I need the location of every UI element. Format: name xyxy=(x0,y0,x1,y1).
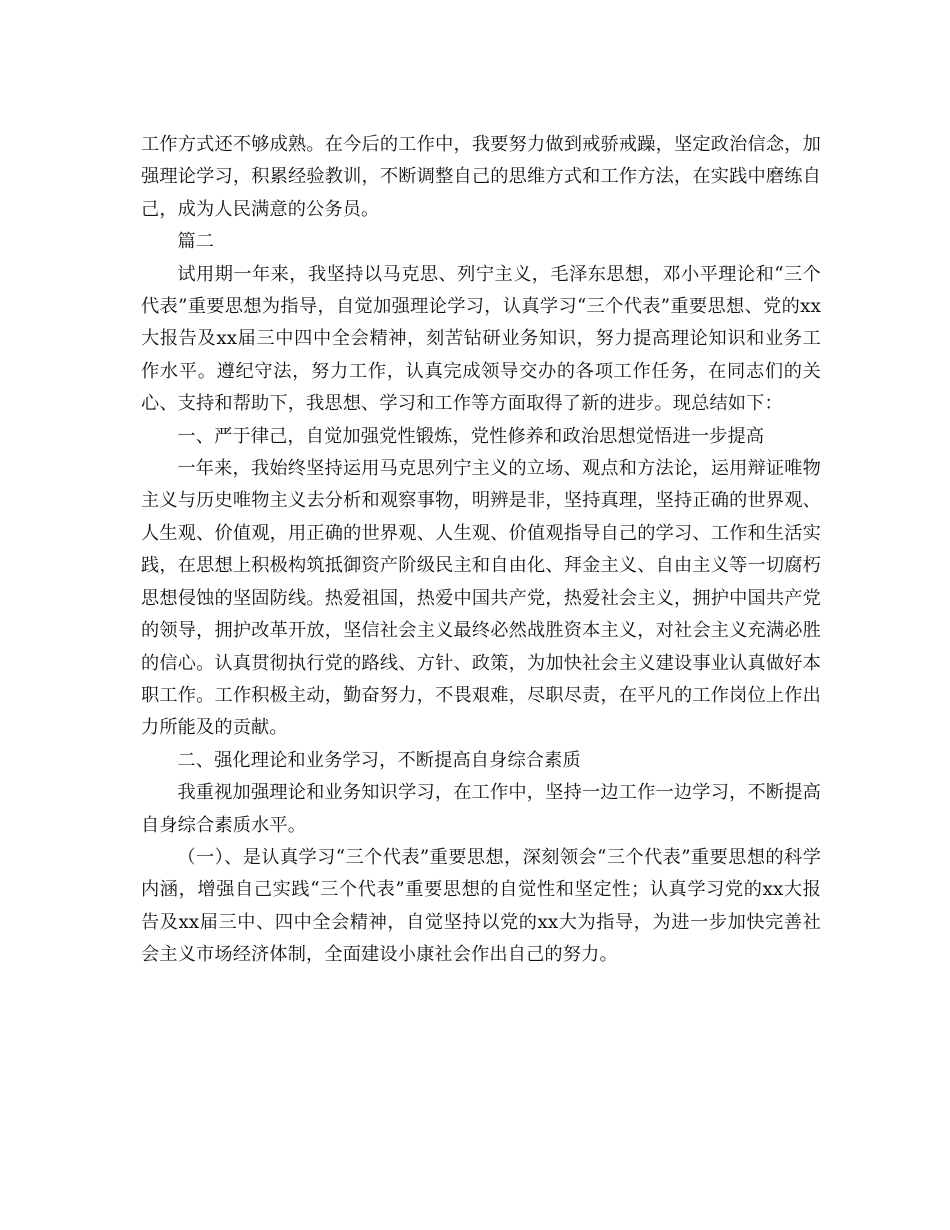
heading-section-two: 二、强化理论和业务学习，不断提高自身综合素质 xyxy=(177,749,581,771)
paragraph-intro: 试用期一年来，我坚持以马克思、列宁主义，毛泽东思想，邓小平理论和“三个代表”重要思想为指导，自觉加强理论学习，认真学习“三个代表”重要思想、党的xx大报告及xx届三中四中全会精神，刻苦钻研业务知识，努力提高理论知识和业务工作水平。遵纪守法，努力工作，认真完成领导交办的各项工作任务，在同志们的关心、支持和帮助下，我思想、学习和工作等方面取得了新的进步。现总结如下： xyxy=(141,263,821,415)
section-heading-part-two: 篇二 xyxy=(177,231,215,253)
document-body xyxy=(141,129,821,972)
paragraph-continuation: 工作方式还不够成熟。在今后的工作中，我要努力做到戒骄戒躁，坚定政治信念，加强理论学习，积累经验教训，不断调整自己的思维方式和工作方法，在实践中磨练自己，成为人民满意的公务员。 xyxy=(141,134,821,220)
heading-section-one: 一、严于律己，自觉加强党性锻炼，党性修养和政治思想觉悟进一步提高 xyxy=(177,425,765,447)
paragraph-section-two: 我重视加强理论和业务知识学习，在工作中，坚持一边工作一边学习，不断提高自身综合素质水平。 xyxy=(141,782,821,836)
paragraph-subsection-one: （一）、是认真学习“三个代表”重要思想，深刻领会“三个代表”重要思想的科学内涵，增强自己实践“三个代表”重要思想的自觉性和坚定性；认真学习党的xx大报告及xx届三中、四中全会精神，自觉坚持以党的xx大为指导，为进一步加快完善社会主义市场经济体制，全面建设小康社会作出自己的努力。 xyxy=(141,846,821,966)
paragraph-section-one: 一年来，我始终坚持运用马克思列宁主义的立场、观点和方法论，运用辩证唯物主义与历史唯物主义去分析和观察事物，明辨是非，坚持真理，坚持正确的世界观、人生观、价值观，用正确的世界观、人生观、价值观指导自己的学习、工作和生活实践，在思想上积极构筑抵御资产阶级民主和自由化、拜金主义、自由主义等一切腐朽思想侵蚀的坚固防线。热爱祖国，热爱中国共产党，热爱社会主义，拥护中国共产党的领导，拥护改革开放，坚信社会主义最终必然战胜资本主义，对社会主义充满必胜的信心。认真贯彻执行党的路线、方针、政策，为加快社会主义建设事业认真做好本职工作。工作积极主动，勤奋努力，不畏艰难，尽职尽责，在平凡的工作岗位上作出力所能及的贡献。 xyxy=(141,458,821,739)
